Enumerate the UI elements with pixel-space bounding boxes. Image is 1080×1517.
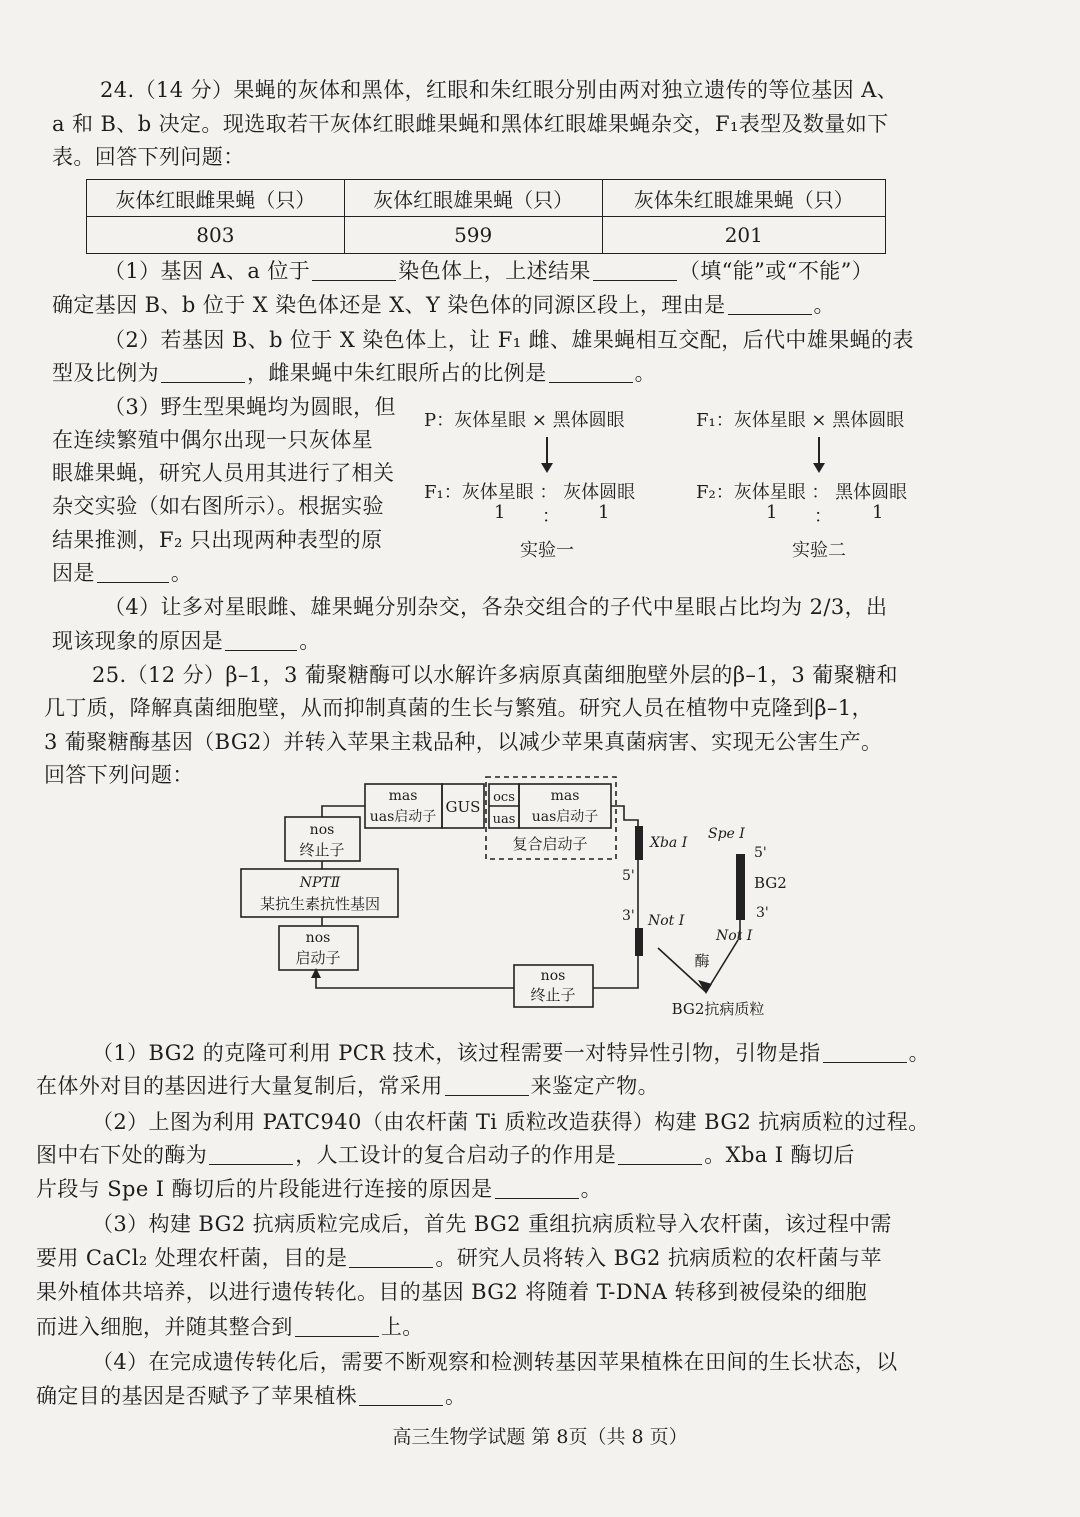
mas-label: mas — [388, 788, 418, 804]
q24-part3-line5: 结果推测，F₂ 只出现两种表型的原 — [52, 528, 383, 552]
bg2-label: BG2 — [754, 874, 787, 892]
text-run: 确定目的基因是否赋予了苹果植株 — [36, 1384, 357, 1408]
text-run: 。 — [445, 1384, 467, 1408]
table-cell: 803 — [87, 217, 345, 254]
three-prime-label: 3' — [622, 908, 635, 924]
text-run: 而进入细胞，并随其整合到 — [36, 1315, 293, 1339]
exp1-ratio-colon: ： — [542, 506, 560, 527]
mas-label-2: mas — [550, 788, 580, 804]
answer-blank[interactable] — [445, 1075, 529, 1096]
text-run: 型及比例为 — [52, 361, 159, 385]
text-run: 。 — [813, 293, 835, 317]
exp2-label: 实验二 — [792, 540, 846, 561]
resistance-gene-label: 某抗生素抗性基因 — [259, 895, 381, 913]
nos-label-3: nos — [540, 968, 566, 984]
text-run: 。 — [634, 361, 657, 385]
xba-site-label: Xba Ⅰ — [650, 835, 688, 851]
text-run: （1）基因 A、a 位于 — [104, 259, 311, 283]
q24-part3-line2: 在连续繁殖中偶尔出现一只灰体星 — [52, 428, 373, 452]
bg2-plasmid-label: BG2抗病质粒 — [671, 1000, 765, 1018]
xba-cut-end — [635, 826, 643, 860]
q25-line-1: 25.（12 分）β–1，3 葡聚糖酶可以水解许多病原真菌细胞壁外层的β–1，3 葡聚糖和 — [92, 663, 898, 687]
q24-part3-line3: 眼雄果蝇，研究人员用其进行了相关 — [52, 461, 395, 485]
text-run: 因是 — [52, 561, 95, 585]
text-run: 上。 — [380, 1315, 424, 1339]
q24-part3-line4: 杂交实验（如右图所示）。根据实验 — [52, 494, 384, 518]
enzyme-label: 酶 — [694, 952, 710, 970]
uas-promoter-label: uas启动子 — [369, 809, 437, 825]
q24-part3-line1: （3）野生型果蝇均为圆眼，但 — [104, 395, 396, 419]
q25-part1-line1 — [92, 1038, 930, 1068]
text-run: 确定基因 B、b 位于 X 染色体还是 X、Y 染色体的同源区段上，理由是 — [52, 293, 726, 317]
q24-line-1: 24.（14 分）果蝇的灰体和黑体，红眼和朱红眼分别由两对独立遗传的等位基因 A、 — [100, 78, 899, 102]
q24-part2-line1: （2）若基因 B、b 位于 X 染色体上，让 F₁ 雌、雄果蝇相互交配，后代中雄果蝇的表 — [104, 328, 914, 352]
answer-blank[interactable] — [209, 1144, 293, 1165]
ocs-label: ocs — [493, 790, 515, 805]
npt-label: NPTⅡ — [299, 875, 341, 891]
three-prime-label-2: 3' — [756, 905, 769, 921]
q25-part1-line2 — [36, 1071, 659, 1101]
exp1-ratio-1: 1 — [494, 502, 506, 523]
q25-line-3: 3 葡聚糖酶基因（BG2）并转入苹果主栽品种，以减少苹果真菌病害、实现无公害生产。 — [44, 730, 883, 754]
table-header: 灰体红眼雄果蝇（只） — [344, 180, 602, 217]
q25-part4-line1: （4）在完成遗传转化后，需要不断观察和检测转基因苹果植株在田间的生长状态，以 — [92, 1350, 898, 1374]
text-run: （1）BG2 的克隆可利用 PCR 技术，该过程需要一对特异性引物，引物是指 — [92, 1041, 821, 1065]
answer-blank[interactable] — [823, 1042, 907, 1063]
text-run: 。 — [908, 1041, 930, 1065]
text-run: 来鉴定产物。 — [530, 1074, 660, 1098]
text-run: ，雌果蝇中朱红眼所占的比例是 — [247, 361, 547, 385]
table-cell: 599 — [344, 217, 602, 254]
answer-blank[interactable] — [349, 1247, 433, 1268]
spe-site-label: Spe Ⅰ — [708, 826, 745, 842]
text-run: 。 — [170, 561, 193, 585]
uas-promoter-label-2: uas启动子 — [531, 809, 599, 825]
answer-blank[interactable] — [495, 1178, 579, 1199]
text-run: 片段与 Spe Ⅰ 酶切后的片段能进行连接的原因是 — [36, 1177, 493, 1201]
terminator-label: 终止子 — [299, 841, 345, 859]
text-run: 。 — [299, 629, 321, 653]
q25-line-2: 几丁质，降解真菌细胞壁，从而抑制真菌的生长与繁殖。研究人员在植物中克隆到β–1， — [44, 696, 873, 720]
text-run: 。研究人员将转入 BG2 抗病质粒的农杆菌与苹 — [435, 1246, 882, 1270]
promoter-label: 启动子 — [295, 949, 341, 967]
five-prime-label-2: 5' — [754, 845, 767, 861]
exp1-parents: P：灰体星眼 × 黑体圆眼 — [424, 410, 625, 431]
q25-part3-line2 — [36, 1243, 882, 1273]
exp1-offspring: F₁：灰体星眼 ： 灰体圆眼 — [424, 482, 636, 503]
answer-blank[interactable] — [618, 1144, 702, 1165]
answer-blank[interactable] — [359, 1385, 443, 1406]
table-header: 灰体朱红眼雄果蝇（只） — [602, 180, 885, 217]
text-run: 要用 CaCl₂ 处理农杆菌，目的是 — [36, 1246, 348, 1270]
q24-line-2: a 和 B、b 决定。现选取若干灰体红眼雌果蝇和黑体红眼雄果蝇杂交，F₁表型及数量如下 — [52, 112, 889, 136]
page-footer: 高三生物学试题 第 8页（共 8 页） — [392, 1426, 688, 1448]
q25-part3-line4 — [36, 1312, 424, 1342]
q25-part2-line3 — [36, 1174, 602, 1204]
text-run: 。 — [580, 1177, 602, 1201]
q24-part4-line1: （4）让多对星眼雌、雄果蝇分别杂交，各杂交组合的子代中星眼占比均为 2/3，出 — [104, 595, 888, 619]
answer-blank[interactable] — [295, 1316, 379, 1337]
nos-label-2: nos — [305, 930, 331, 946]
q25-line-4: 回答下列问题： — [44, 763, 194, 787]
exp2-offspring: F₂：灰体星眼 ： 黑体圆眼 — [696, 482, 908, 503]
composite-promoter-label: 复合启动子 — [512, 835, 588, 853]
exp2-ratio-colon: ： — [814, 506, 832, 527]
uas-short-label: uas — [492, 812, 516, 827]
text-run: 染色体上，上述结果 — [398, 259, 591, 283]
q25-part3-line1: （3）构建 BG2 抗病质粒完成后，首先 BG2 重组抗病质粒导入农杆菌，该过程中需 — [92, 1212, 892, 1236]
q25-part3-line3: 果外植体共培养，以进行遗传转化。目的基因 BG2 将随着 T-DNA 转移到被侵染的细胞 — [36, 1280, 868, 1304]
bg2-fragment — [736, 854, 745, 920]
not-site-label: Not Ⅰ — [648, 913, 685, 929]
text-run: ，人工设计的复合启动子的作用是 — [295, 1143, 617, 1167]
nos-label: nos — [309, 822, 335, 838]
five-prime-label: 5' — [622, 868, 635, 884]
terminator-label-2: 终止子 — [530, 986, 576, 1004]
table-header: 灰体红眼雌果蝇（只） — [87, 180, 345, 217]
text-run: 现该现象的原因是 — [52, 629, 224, 653]
exp1-ratio-2: 1 — [598, 502, 610, 523]
not-site-label-2: Not Ⅰ — [716, 928, 753, 944]
exp2-ratio-1: 1 — [766, 502, 778, 523]
q24-line-3: 表。回答下列问题： — [52, 145, 245, 169]
q25-part2-line2 — [36, 1140, 855, 1170]
text-run: 在体外对目的基因进行大量复制后，常采用 — [36, 1074, 443, 1098]
exp2-parents: F₁：灰体星眼 × 黑体圆眼 — [696, 410, 905, 431]
text-run: 。Xba Ⅰ 酶切后 — [704, 1143, 855, 1167]
text-run: 图中右下处的酶为 — [36, 1143, 208, 1167]
exp2-ratio-2: 1 — [872, 502, 884, 523]
table-cell: 201 — [602, 217, 885, 254]
gus-label: GUS — [445, 798, 481, 816]
not-cut-end — [635, 928, 643, 956]
q25-part2-line1: （2）上图为利用 PATC940（由农杆菌 Ti 质粒改造获得）构建 BG2 抗病质粒的过程。 — [92, 1110, 930, 1134]
q25-part4-line2 — [36, 1381, 466, 1411]
text-run: （填“能”或“不能”） — [678, 259, 874, 283]
exp1-label: 实验一 — [520, 540, 574, 561]
